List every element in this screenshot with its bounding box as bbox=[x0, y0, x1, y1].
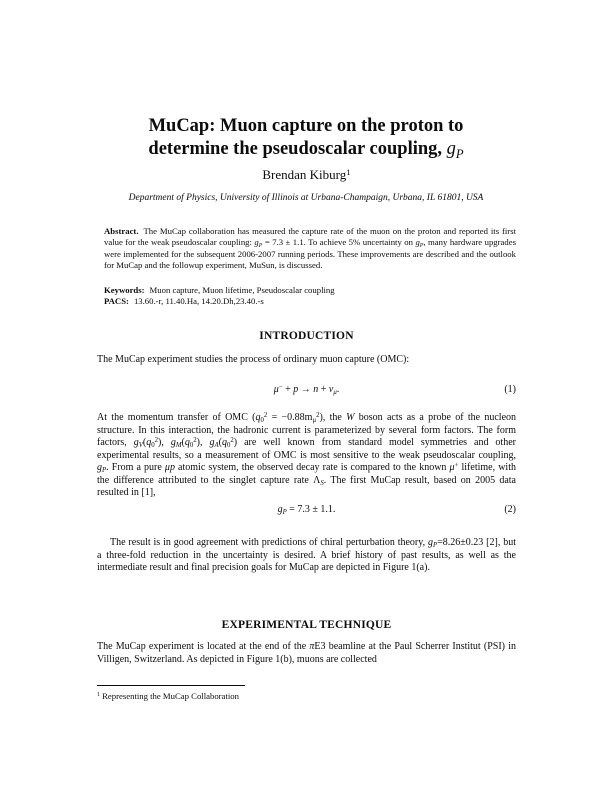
section-heading-introduction: INTRODUCTION bbox=[259, 330, 354, 342]
equation-2-number: (2) bbox=[504, 504, 516, 515]
paper-title-line-2: determine the pseudoscalar coupling, $g_P$ bbox=[148, 139, 464, 161]
keywords-text: Muon capture, Muon lifetime, Pseudoscalar coupling bbox=[149, 285, 335, 295]
pacs-label: PACS: bbox=[104, 296, 129, 306]
author-affiliation: Department of Physics, University of Illinois at Urbana-Champaign, Urbana, IL 61801, USA bbox=[128, 193, 484, 203]
section-heading-experimental-technique: EXPERIMENTAL TECHNIQUE bbox=[221, 619, 392, 631]
abstract-text: The MuCap collaboration has measured the capture rate of the muon on the proton and reported its first value for the weak pseudoscalar coupling: $g_P = 7.3 \pm 1.1$. To achieve 5% uncertainty on $g_P$, many hardware upgrades were implemented for the subsequent 2006-2007 running periods. These improvements are described and the outlook for MuCap and the followup experiment, MuSun, is discussed. bbox=[104, 226, 516, 271]
footnote-rule bbox=[97, 685, 245, 686]
abstract-paragraph bbox=[104, 226, 516, 272]
keywords-line bbox=[104, 285, 516, 296]
footnote: $^1$ Representing the MuCap Collaboration bbox=[97, 691, 239, 701]
equation-2-body: $g_P = 7.3 \pm 1.1$. bbox=[277, 504, 336, 517]
equation-1-number: (1) bbox=[504, 384, 516, 395]
abstract-label: Abstract. bbox=[104, 226, 139, 236]
introduction-paragraph-3: The result is in good agreement with predictions of chiral perturbation theory, $g_P=8.26\pm 0.23$ [2], but a three-fold reduction in the uncertainty is desired. A brief history of past results, as well as the intermediate result and final precision goals for MuCap are depicted in Figure 1(a). bbox=[97, 537, 516, 573]
introduction-paragraph-1: The MuCap experiment studies the process of ordinary muon capture (OMC): bbox=[97, 354, 410, 365]
technique-paragraph-1: The MuCap experiment is located at the end of the πE3 beamline at the Paul Scherrer Institut (PSI) in Villigen, Switzerland. As depicted in Figure 1(b), muons are collected bbox=[97, 641, 516, 665]
paper-title-line-1: MuCap: Muon capture on the proton to bbox=[148, 116, 464, 136]
equation-2 bbox=[97, 503, 516, 516]
introduction-paragraph-2: At the momentum transfer of OMC $(q_0^2 = -0.88m_\mu^2)$, the W boson acts as a probe of the nucleon structure. In this interaction, the hadronic current is parameterized by several form factors. The form factors, $g_V(q_0^2)$, $g_M(q_0^2)$, $g_A(q_0^2)$ are well known from standard model symmetries and other experimental results, so a measurement of OMC is most sensitive to the weak pseudoscalar coupling, $g_P$. From a pure μp atomic system, the observed decay rate is compared to the known μ+ lifetime, with the difference attributed to the singlet capture rate $\Lambda_S$. The first MuCap result, based on 2005 data resulted in [1], bbox=[97, 411, 517, 498]
equation-1-body: $\mu^- + p \to n + \nu_\mu$. bbox=[273, 383, 340, 397]
pacs-line bbox=[104, 296, 516, 307]
keywords-label: Keywords: bbox=[104, 285, 145, 295]
equation-1 bbox=[97, 383, 516, 396]
author-name: Brendan Kiburg$^1$ bbox=[262, 167, 351, 182]
pacs-text: 13.60.-r, 11.40.Ha, 14.20.Dh,23.40.-s bbox=[133, 296, 264, 306]
paper-title bbox=[77, 115, 535, 161]
